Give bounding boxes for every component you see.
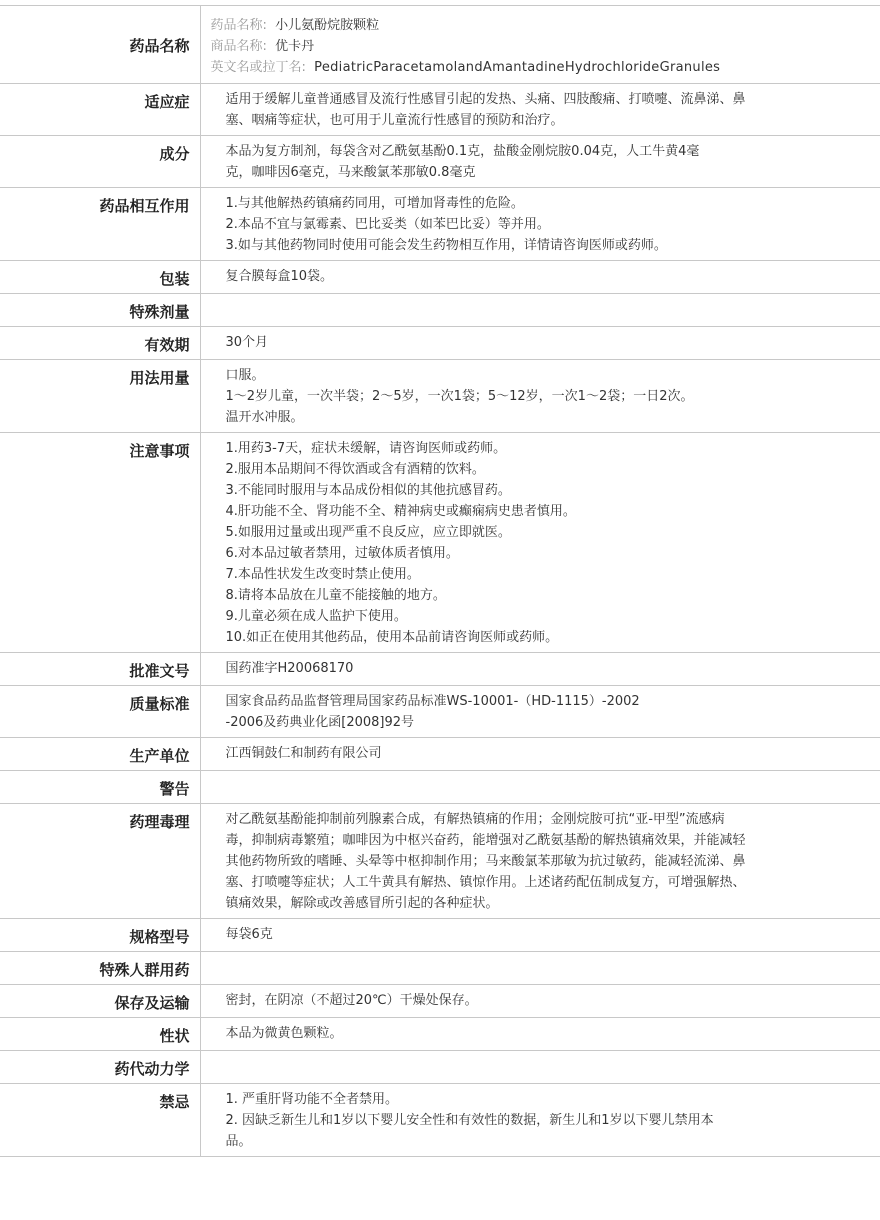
row-manufacturer	[0, 738, 880, 771]
ingredients-line: 本品为复方制剂，每袋含对乙酰氨基酚0.1克，盐酸金刚烷胺0.04克，人工牛黄4毫	[225, 144, 700, 159]
contraindications-line: 2. 因缺乏新生儿和1岁以下婴儿安全性和有效性的数据，新生儿和1岁以下婴儿禁用本	[225, 1113, 714, 1128]
row-package	[0, 261, 880, 294]
value-appearance	[200, 1018, 880, 1051]
appearance-line: 本品为微黄色颗粒。	[225, 1026, 343, 1041]
row-indication	[0, 84, 880, 136]
drug-spec-document	[0, 5, 880, 1157]
precautions-line: 10.如正在使用其他药品，使用本品前请咨询医师或药师。	[225, 630, 559, 645]
pharmacology-line: 其他药物所致的嗜睡、头晕等中枢抑制作用；马来酸氯苯那敏为抗过敏药，能减轻流涕、鼻	[225, 854, 746, 869]
pharmacology-line: 塞、打喷嚏等症状；人工牛黄具有解热、镇惊作用。上述诸药配伍制成复方，可增强解热、	[225, 875, 746, 890]
indication-line: 适用于缓解儿童普通感冒及流行性感冒引起的发热、头痛、四肢酸痛、打喷嚏、流鼻涕、鼻	[225, 92, 746, 107]
label-pharmacology: 药理毒理	[0, 804, 200, 919]
label-special-groups: 特殊人群用药	[0, 952, 200, 985]
interactions-line: 3.如与其他药物同时使用可能会发生药物相互作用，详情请咨询医师或药师。	[225, 238, 667, 253]
value-precautions	[200, 433, 880, 653]
contraindications-line: 1. 严重肝肾功能不全者禁用。	[225, 1092, 399, 1107]
label-usage: 用法用量	[0, 360, 200, 433]
label-appearance: 性状	[0, 1018, 200, 1051]
label-pharmacokinetics: 药代动力学	[0, 1051, 200, 1084]
row-appearance	[0, 1018, 880, 1051]
row-pharmacokinetics	[0, 1051, 880, 1084]
manufacturer-line: 江西铜鼓仁和制药有限公司	[225, 746, 382, 761]
precautions-line: 9.儿童必须在成人监护下使用。	[225, 609, 407, 624]
value-expiry	[200, 327, 880, 360]
value-indication	[200, 84, 880, 136]
standard-line: 国家食品药品监督管理局国家药品标准WS-10001-（HD-1115）-2002	[225, 694, 640, 709]
value-storage	[200, 985, 880, 1018]
interactions-line: 2.本品不宜与氯霉素、巴比妥类（如苯巴比妥）等并用。	[225, 217, 550, 232]
row-standard	[0, 686, 880, 738]
row-ingredients	[0, 136, 880, 188]
value-warning	[200, 771, 880, 804]
label-standard: 质量标准	[0, 686, 200, 738]
precautions-line: 4.肝功能不全、肾功能不全、精神病史或癫痫病史患者慎用。	[225, 504, 576, 519]
pharmacology-line: 镇痛效果，解除或改善感冒所引起的各种症状。	[225, 896, 499, 911]
ingredients-line: 克，咖啡因6毫克，马来酸氯苯那敏0.8毫克	[225, 165, 476, 180]
english-name-line: 英文名或拉丁名: PediatricParacetamolandAmantadineHydrochlorideGranules	[210, 60, 721, 75]
value-interactions	[200, 188, 880, 261]
drug-spec-table	[0, 5, 880, 1157]
value-special-groups	[200, 952, 880, 985]
pharmacology-line: 毒，抑制病毒繁殖；咖啡因为中枢兴奋药，能增强对乙酰氨基酚的解热镇痛效果，并能减轻	[225, 833, 746, 848]
value-pharmacology	[200, 804, 880, 919]
pharmacology-line: 对乙酰氨基酚能抑制前列腺素合成，有解热镇痛的作用；金刚烷胺可抗“亚-甲型”流感病	[225, 812, 725, 827]
value-name	[200, 6, 880, 84]
row-storage	[0, 985, 880, 1018]
expiry-line: 30个月	[225, 335, 269, 350]
label-indication: 适应症	[0, 84, 200, 136]
precautions-line: 8.请将本品放在儿童不能接触的地方。	[225, 588, 446, 603]
row-special-groups	[0, 952, 880, 985]
generic-name-line: 药品名称: 小儿氨酚烷胺颗粒	[210, 18, 380, 33]
label-package: 包装	[0, 261, 200, 294]
label-precautions: 注意事项	[0, 433, 200, 653]
row-spec	[0, 919, 880, 952]
usage-line: 口服。	[225, 368, 265, 383]
contraindications-line: 品。	[225, 1134, 252, 1149]
package-line: 复合膜每盒10袋。	[225, 269, 334, 284]
spec-line: 每袋6克	[225, 927, 273, 942]
precautions-line: 7.本品性状发生改变时禁止使用。	[225, 567, 420, 582]
row-expiry	[0, 327, 880, 360]
row-usage	[0, 360, 880, 433]
value-standard	[200, 686, 880, 738]
row-contraindications	[0, 1084, 880, 1157]
usage-line: 温开水冲服。	[225, 410, 304, 425]
label-special-dose: 特殊剂量	[0, 294, 200, 327]
label-warning: 警告	[0, 771, 200, 804]
value-usage	[200, 360, 880, 433]
label-ingredients: 成分	[0, 136, 200, 188]
label-expiry: 有效期	[0, 327, 200, 360]
value-contraindications	[200, 1084, 880, 1157]
label-spec: 规格型号	[0, 919, 200, 952]
label-approval: 批准文号	[0, 653, 200, 686]
precautions-line: 5.如服用过量或出现严重不良反应，应立即就医。	[225, 525, 511, 540]
label-interactions: 药品相互作用	[0, 188, 200, 261]
precautions-line: 1.用药3-7天，症状未缓解，请咨询医师或药师。	[225, 441, 507, 456]
indication-line: 塞、咽痛等症状，也可用于儿童流行性感冒的预防和治疗。	[225, 113, 564, 128]
value-spec	[200, 919, 880, 952]
standard-line: -2006及药典业化函[2008]92号	[225, 715, 415, 730]
usage-line: 1～2岁儿童，一次半袋；2～5岁，一次1袋；5～12岁，一次1～2袋；一日2次。	[225, 389, 694, 404]
value-approval	[200, 653, 880, 686]
label-name: 药品名称	[0, 6, 200, 84]
precautions-line: 3.不能同时服用与本品成份相似的其他抗感冒药。	[225, 483, 511, 498]
approval-line: 国药准字H20068170	[225, 661, 354, 676]
label-manufacturer: 生产单位	[0, 738, 200, 771]
value-manufacturer	[200, 738, 880, 771]
row-interactions	[0, 188, 880, 261]
row-approval	[0, 653, 880, 686]
precautions-line: 6.对本品过敏者禁用，过敏体质者慎用。	[225, 546, 459, 561]
row-name	[0, 6, 880, 84]
row-pharmacology	[0, 804, 880, 919]
value-package	[200, 261, 880, 294]
storage-line: 密封，在阴凉（不超过20℃）干燥处保存。	[225, 993, 478, 1008]
label-contraindications: 禁忌	[0, 1084, 200, 1157]
value-ingredients	[200, 136, 880, 188]
row-precautions	[0, 433, 880, 653]
value-special-dose	[200, 294, 880, 327]
row-special-dose	[0, 294, 880, 327]
interactions-line: 1.与其他解热药镇痛药同用，可增加肾毒性的危险。	[225, 196, 524, 211]
trade-name-line: 商品名称: 优卡丹	[210, 39, 315, 54]
precautions-line: 2.服用本品期间不得饮酒或含有酒精的饮料。	[225, 462, 485, 477]
label-storage: 保存及运输	[0, 985, 200, 1018]
value-pharmacokinetics	[200, 1051, 880, 1084]
row-warning	[0, 771, 880, 804]
